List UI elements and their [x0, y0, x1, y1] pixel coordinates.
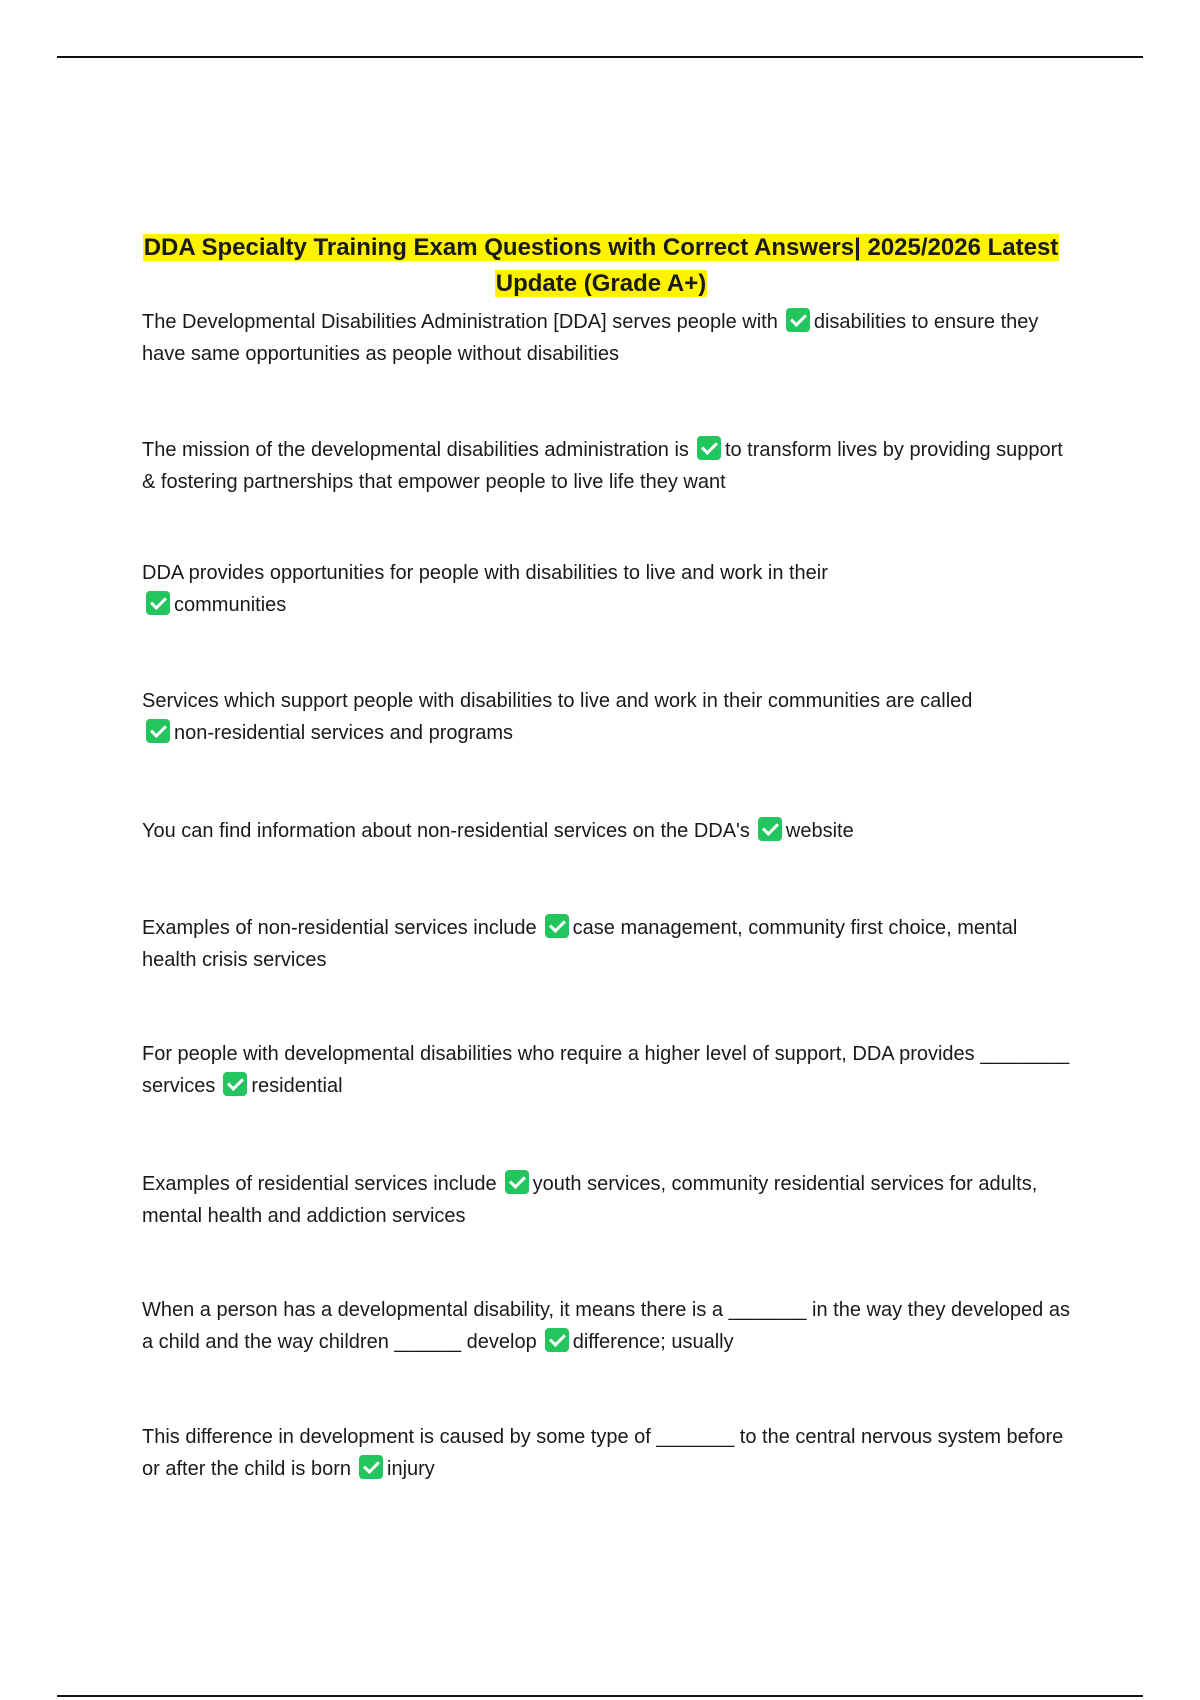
answer-text: difference; usually — [572, 1331, 734, 1353]
question-text: Examples of non-residential services include — [142, 917, 537, 939]
check-icon — [359, 1455, 383, 1479]
question-text: Services which support people with disabilities to live and work in their communities are called — [142, 690, 973, 712]
qa-item — [142, 685, 1072, 749]
answer-text: disabilities to ensure they have same opportunities as people without disabilities — [142, 311, 1039, 365]
check-icon — [146, 719, 170, 743]
check-icon — [758, 817, 782, 841]
qa-item — [142, 912, 1072, 976]
answer-text: case management, community first choice, mental health crisis services — [142, 917, 1018, 971]
qa-item — [142, 434, 1072, 498]
question-text: For people with developmental disabilities who require a higher level of support, DDA provides ________ services — [142, 1043, 1070, 1097]
check-icon — [505, 1170, 529, 1194]
qa-item — [142, 1294, 1072, 1358]
qa-item — [142, 557, 1072, 621]
qa-item — [142, 1421, 1072, 1485]
question-text: You can find information about non-residential services on the DDA's — [142, 820, 750, 842]
question-text: The mission of the developmental disabilities administration is — [142, 439, 689, 461]
answer-text: residential — [251, 1075, 343, 1097]
check-icon — [146, 591, 170, 615]
check-icon — [223, 1072, 247, 1096]
question-text: DDA provides opportunities for people with disabilities to live and work in their — [142, 562, 828, 584]
top-rule — [57, 56, 1143, 58]
question-text: The Developmental Disabilities Administration [DDA] serves people with — [142, 311, 778, 333]
qa-item — [142, 815, 1072, 847]
answer-text: non-residential services and programs — [174, 722, 514, 744]
question-text: Examples of residential services include — [142, 1173, 497, 1195]
qa-item — [142, 1168, 1072, 1232]
check-icon — [786, 308, 810, 332]
question-text: This difference in development is caused by some type of _______ to the central nervous system before or after the child is born — [142, 1426, 1064, 1480]
bottom-rule — [57, 1695, 1143, 1697]
answer-text: youth services, community residential services for adults, mental health and addiction services — [142, 1173, 1038, 1227]
answer-text: communities — [174, 594, 287, 616]
check-icon — [545, 1328, 569, 1352]
qa-item — [142, 306, 1072, 370]
answer-text: website — [785, 820, 854, 842]
answer-text: to transform lives by providing support & fostering partnerships that empower people to live life they want — [142, 439, 1063, 493]
qa-item — [142, 1038, 1072, 1102]
answer-text: injury — [387, 1458, 435, 1480]
document-title: DDA Specialty Training Exam Questions with Correct Answers| 2025/2026 Latest Update (Grade A+) — [143, 234, 1059, 298]
question-text: When a person has a developmental disability, it means there is a _______ in the way they developed as a child and the way children ______ develop — [142, 1299, 1070, 1353]
check-icon — [697, 436, 721, 460]
check-icon — [545, 914, 569, 938]
